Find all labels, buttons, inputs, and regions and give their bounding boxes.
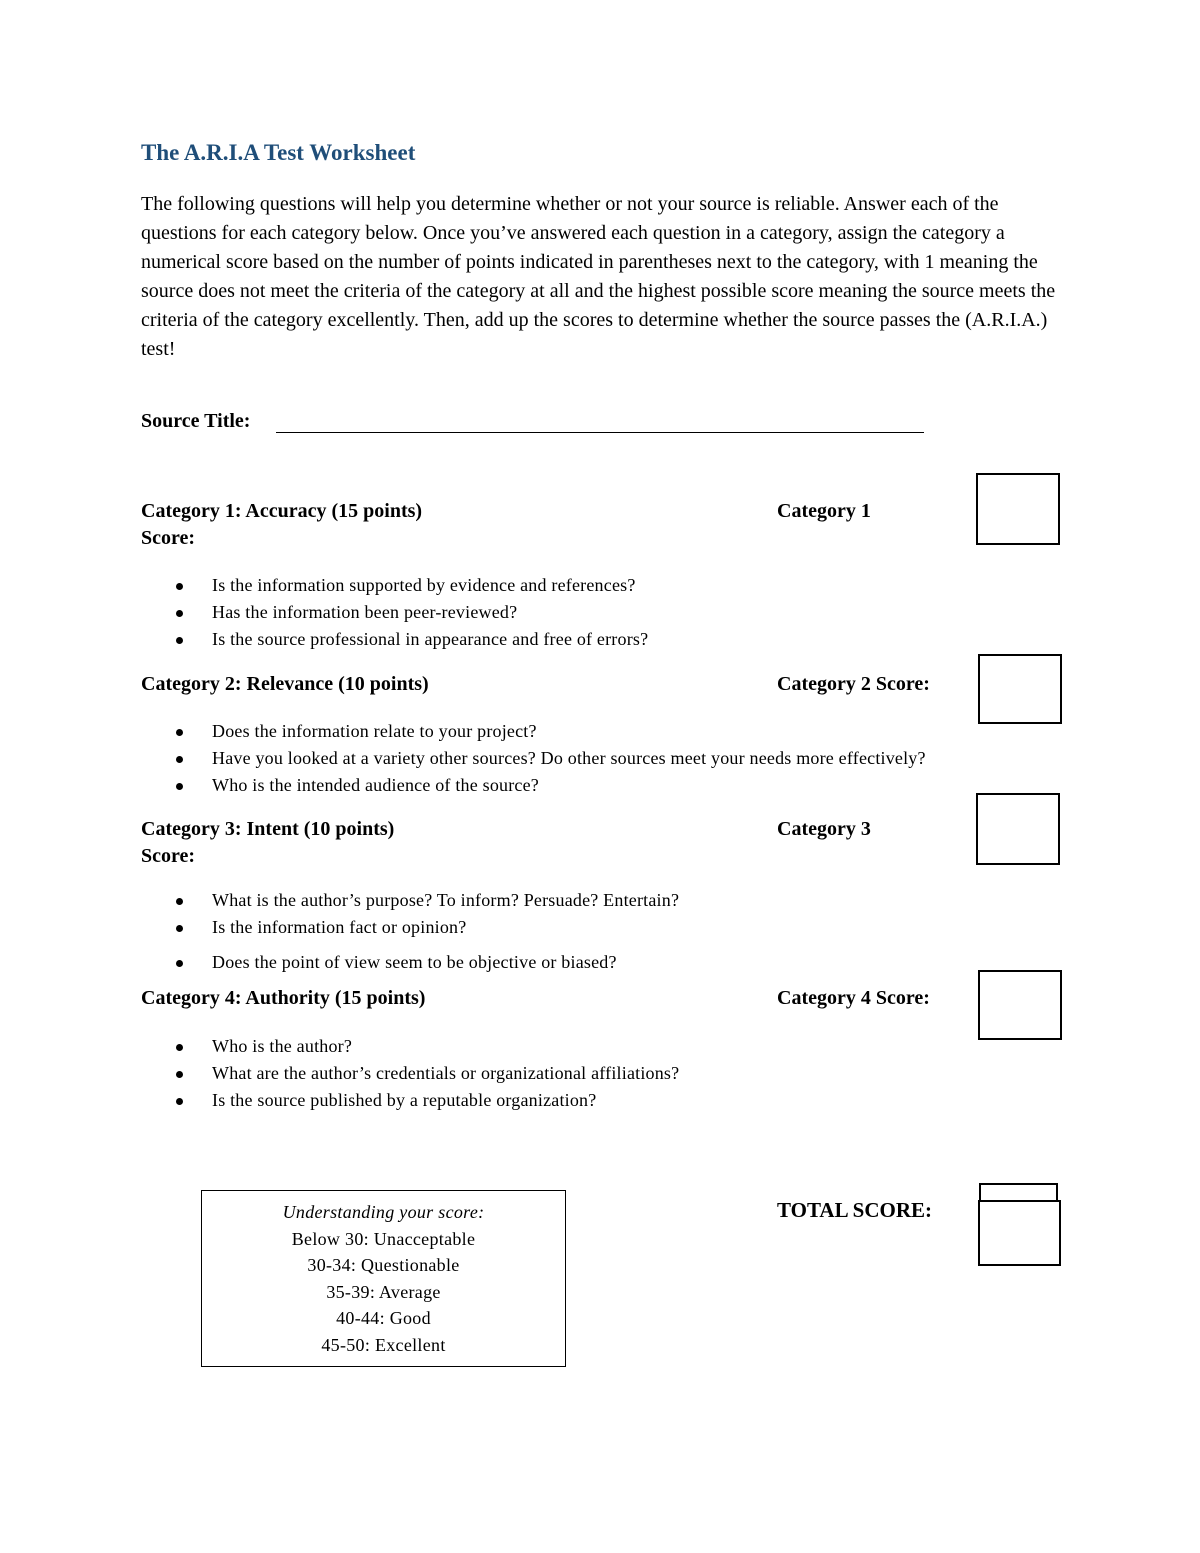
score-legend-line: 45-50: Excellent bbox=[321, 1334, 446, 1355]
list-item: Who is the intended audience of the source? bbox=[141, 772, 926, 799]
category-1-score-box[interactable] bbox=[976, 473, 1060, 545]
list-item: What are the author’s credentials or organizational affiliations? bbox=[141, 1060, 679, 1087]
category-1-title: Category 1: Accuracy (15 points) bbox=[141, 500, 423, 522]
category-3-score-box[interactable] bbox=[976, 793, 1060, 865]
category-3-questions bbox=[141, 887, 679, 976]
list-item: Does the information relate to your project? bbox=[141, 718, 926, 745]
category-3-score-label-cont: Score: bbox=[141, 845, 196, 867]
total-score-label: TOTAL SCORE: bbox=[777, 1198, 933, 1222]
category-1-score-label: Category 1 bbox=[777, 500, 871, 522]
category-2-score-label: Category 2 Score: bbox=[777, 673, 930, 695]
category-3-score-label: Category 3 bbox=[777, 818, 871, 840]
category-2-title: Category 2: Relevance (10 points) bbox=[141, 673, 429, 695]
list-item: Does the point of view seem to be objective or biased? bbox=[141, 949, 679, 976]
list-item: Is the source professional in appearance and free of errors? bbox=[141, 626, 648, 653]
score-legend-line: 40-44: Good bbox=[336, 1308, 431, 1328]
category-4-questions bbox=[141, 1033, 679, 1114]
score-legend-line: 35-39: Average bbox=[326, 1281, 441, 1302]
list-item: Have you looked at a variety other sources? Do other sources meet your needs more effectively? bbox=[141, 745, 926, 772]
intro-paragraph: The following questions will help you determine whether or not your source is reliable. Answer each of the questions for each category below. Once you’ve answered each question in a category, assign the category a numerical score based on the number of points indicated in parentheses next to the category, with 1 meaning the source does not meet the criteria of the category at all and the highest possible score meaning the source meets the criteria of the category excellently. Then, add up the scores to determine whether the source passes the (A.R.I.A.) test! bbox=[141, 193, 1056, 360]
category-4-score-label: Category 4 Score: bbox=[777, 987, 930, 1009]
list-item: Has the information been peer-reviewed? bbox=[141, 599, 648, 626]
score-legend-line: Below 30: Unacceptable bbox=[291, 1228, 476, 1249]
category-3-title: Category 3: Intent (10 points) bbox=[141, 818, 395, 840]
category-2-score-box[interactable] bbox=[978, 654, 1062, 724]
source-title-input-line[interactable] bbox=[276, 432, 924, 433]
source-title-label: Source Title: bbox=[141, 410, 251, 432]
category-2-questions bbox=[141, 718, 926, 799]
category-1-questions bbox=[141, 572, 648, 653]
category-1-score-label-cont: Score: bbox=[141, 527, 196, 549]
score-legend-heading: Understanding your score: bbox=[282, 1202, 485, 1222]
score-legend bbox=[201, 1190, 566, 1367]
category-4-score-box[interactable] bbox=[978, 970, 1062, 1040]
total-score-box[interactable] bbox=[978, 1200, 1061, 1266]
page-title: The A.R.I.A Test Worksheet bbox=[141, 140, 416, 165]
list-item: Is the information fact or opinion? bbox=[141, 914, 679, 941]
list-item: Who is the author? bbox=[141, 1033, 679, 1060]
category-4-title: Category 4: Authority (15 points) bbox=[141, 987, 426, 1009]
score-legend-line: 30-34: Questionable bbox=[307, 1255, 460, 1275]
list-item: Is the source published by a reputable organization? bbox=[141, 1087, 679, 1114]
list-item: What is the author’s purpose? To inform? Persuade? Entertain? bbox=[141, 887, 679, 914]
list-item: Is the information supported by evidence and references? bbox=[141, 572, 648, 599]
